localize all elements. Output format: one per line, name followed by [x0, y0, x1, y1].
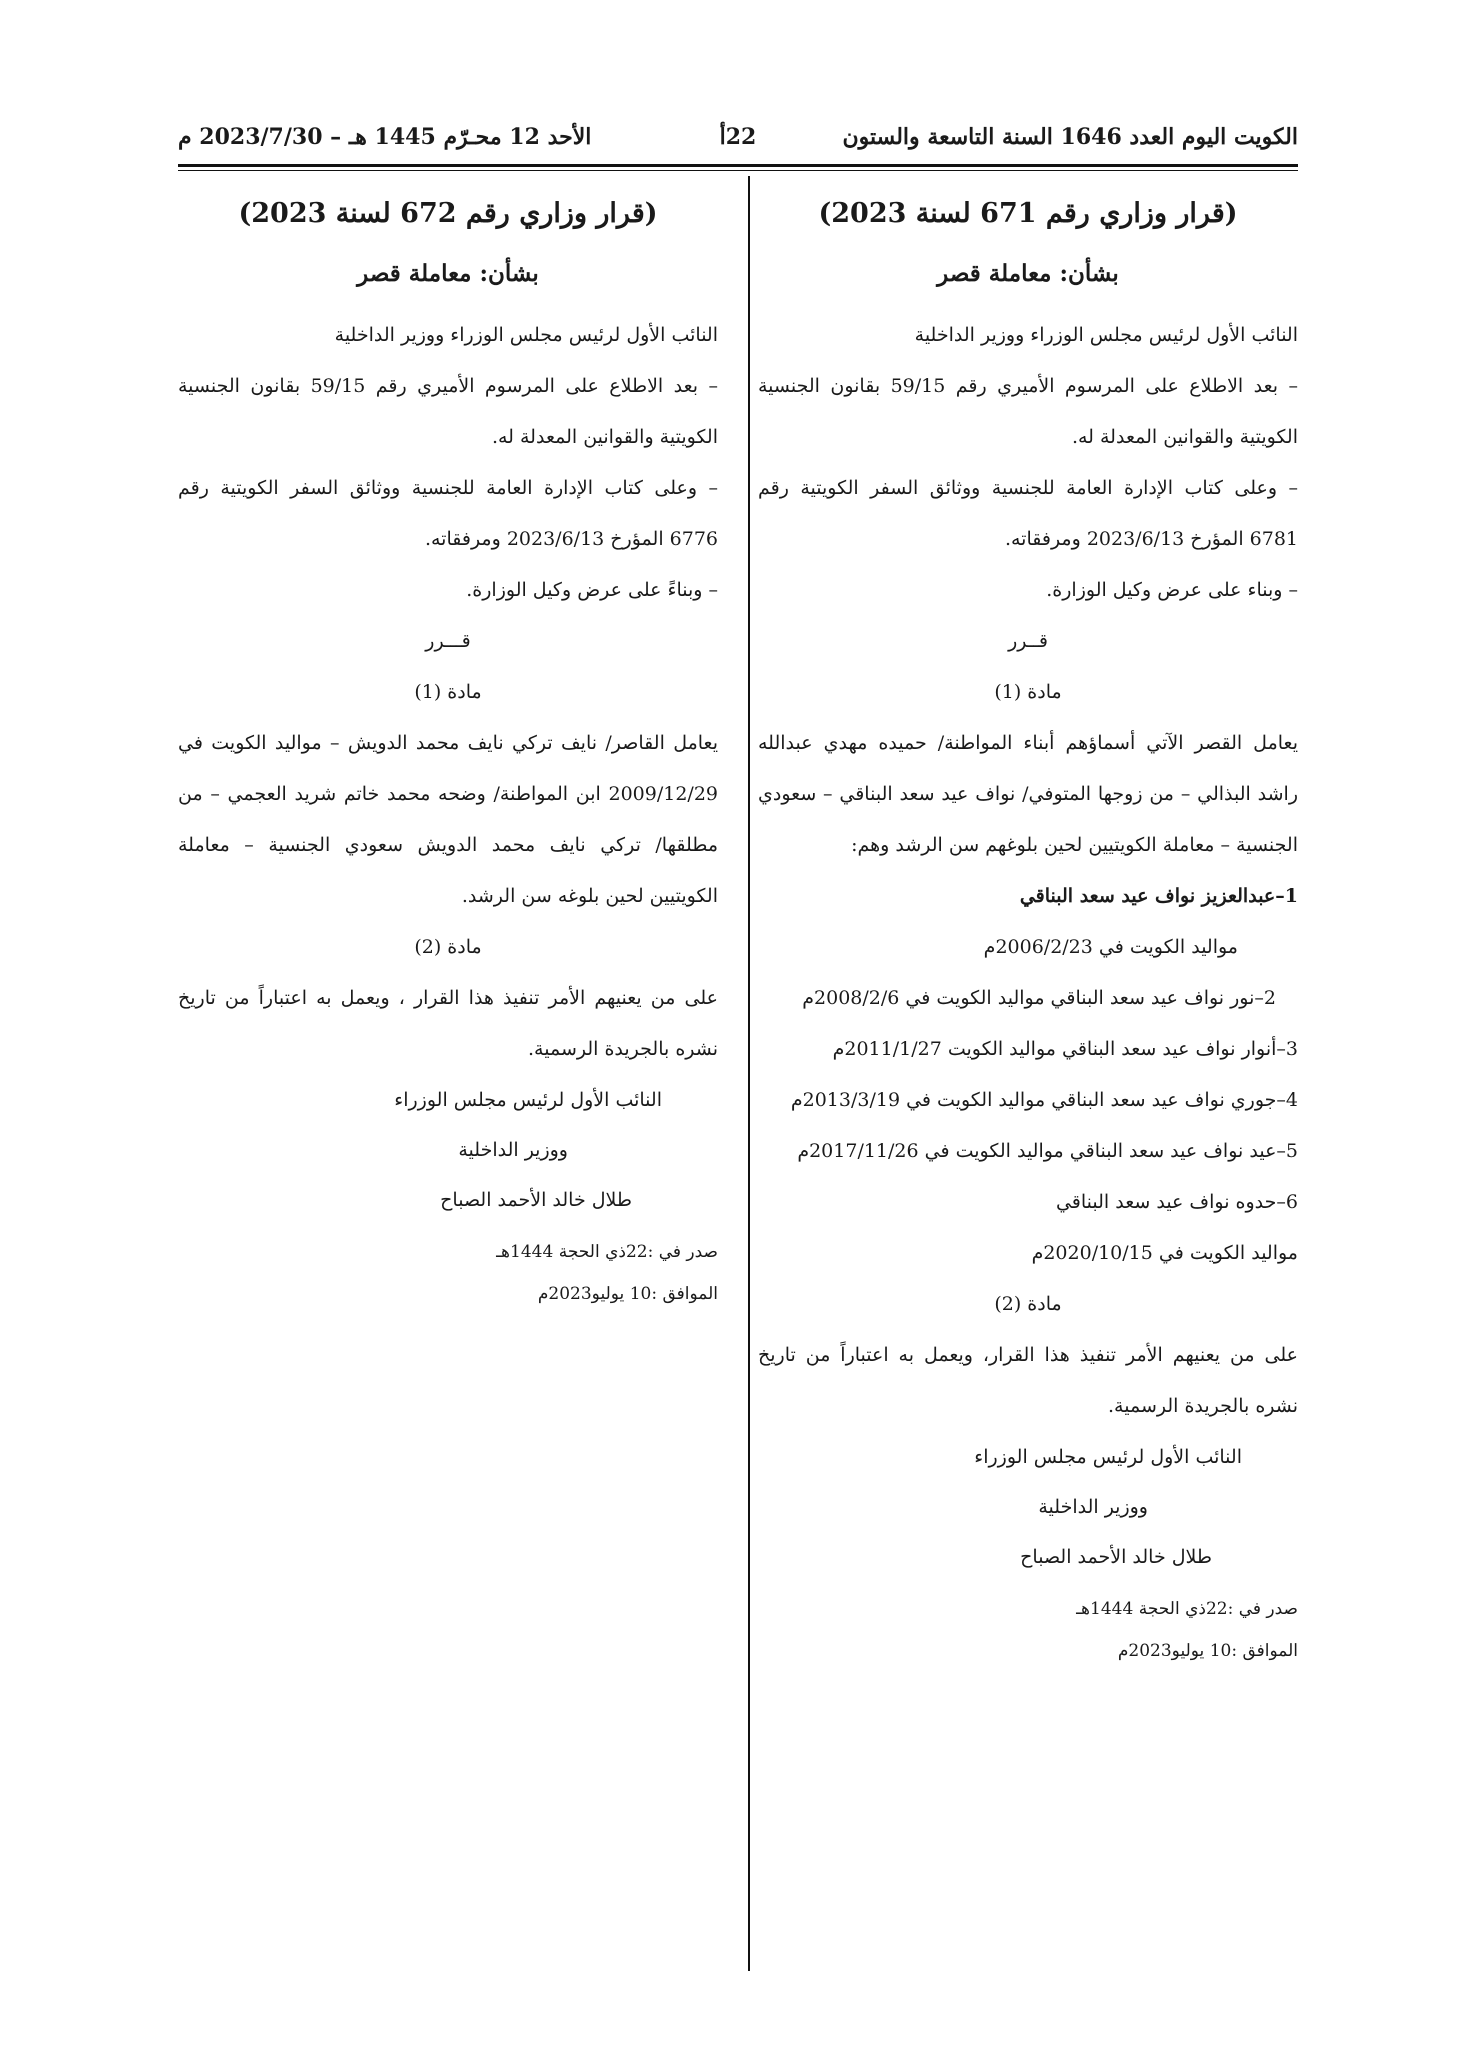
- article-2-heading: مادة (2): [414, 936, 482, 958]
- gazette-issue-info: الكويت اليوم العدد 1646 السنة التاسعة والستون: [842, 124, 1298, 150]
- child-entry: 5–عيد نواف عيد سعد البناقي مواليد الكويت في 2017/11/26م: [797, 1140, 1298, 1162]
- article-1-text: يعامل القصر الآتي أسماؤهم أبناء المواطنة/ حميده مهدي عبدالله راشد البذالي – من زوجها المتوفي/ نواف عيد سعد البناقي – سعودي الجنسية – معاملة الكويتيين لحين بلوغهم سن الرشد وهم:: [758, 732, 1298, 856]
- signatory-name: طلال خالد الأحمد الصباح: [440, 1189, 632, 1211]
- decree-title: (قرار وزاري رقم 672 لسنة 2023): [238, 198, 658, 229]
- article-1-text: يعامل القاصر/ نايف تركي نايف محمد الدويش – مواليد الكويت في 2009/12/29 ابن المواطنة/ وضحه محمد خاتم شريد العجمي – من مطلقها/ تركي نايف محمد الدويش سعودي الجنسية – معاملة الكويتيين لحين بلوغه سن الرشد.: [178, 732, 718, 907]
- header-rule-thick: [178, 164, 1298, 167]
- issued-date-hijri: صدر في :22ذي الحجة 1444هـ: [496, 1242, 718, 1262]
- decree-issuer: النائب الأول لرئيس مجلس الوزراء ووزير الداخلية: [914, 324, 1298, 346]
- child-entry: 6–حدوه نواف عيد سعد البناقي: [1055, 1191, 1298, 1213]
- issue-info: [178, 1231, 718, 1315]
- page-header: [178, 118, 1298, 158]
- preamble-clause-3: – وبناء على عرض وكيل الوزارة.: [1046, 579, 1298, 601]
- decided-heading: قـــرر: [425, 630, 471, 652]
- signatory-title: النائب الأول لرئيس مجلس الوزراء: [974, 1446, 1242, 1468]
- preamble-clause-1: – بعد الاطلاع على المرسوم الأميري رقم 59/15 بقانون الجنسية الكويتية والقوانين المعدلة له.: [758, 375, 1298, 448]
- header-rule-thin: [178, 170, 1298, 171]
- page-number: 22أ: [719, 124, 757, 150]
- decree-subject: بشأن: معاملة قصر: [357, 260, 539, 287]
- issued-date-hijri: صدر في :22ذي الحجة 1444هـ: [1076, 1599, 1298, 1619]
- child-entry: 1–عبدالعزيز نواف عيد سعد البناقي: [1019, 885, 1298, 907]
- decree-issuer: النائب الأول لرئيس مجلس الوزراء ووزير الداخلية: [334, 324, 718, 346]
- article-2-heading: مادة (2): [994, 1293, 1062, 1315]
- decree-671: [758, 176, 1298, 1672]
- issue-date: الأحد 12 محـرّم 1445 هـ – 2023/7/30 م: [178, 124, 592, 150]
- child-birth-line: مواليد الكويت في 2006/2/23م: [983, 936, 1238, 958]
- decree-672: [178, 176, 718, 1315]
- child-entry: 4–جوري نواف عيد سعد البناقي مواليد الكويت في 2013/3/19م: [790, 1089, 1298, 1111]
- issue-info: [758, 1588, 1298, 1672]
- article-1-heading: مادة (1): [994, 681, 1062, 703]
- signature-block: [178, 1075, 718, 1225]
- signatory-name: طلال خالد الأحمد الصباح: [1020, 1546, 1212, 1568]
- signature-block: [758, 1432, 1298, 1582]
- article-2-text: على من يعنيهم الأمر تنفيذ هذا القرار ، ويعمل به اعتباراً من تاريخ نشره بالجريدة الرسمية.: [178, 987, 718, 1060]
- preamble-clause-2: – وعلى كتاب الإدارة العامة للجنسية ووثائق السفر الكويتية رقم 6776 المؤرخ 2023/6/13 ومرفقاته.: [178, 477, 718, 550]
- preamble-clause-1: – بعد الاطلاع على المرسوم الأميري رقم 59/15 بقانون الجنسية الكويتية والقوانين المعدلة له.: [178, 375, 718, 448]
- signatory-ministry: ووزير الداخلية: [458, 1139, 568, 1161]
- child-entry: 2–نور نواف عيد سعد البناقي مواليد الكويت في 2008/2/6م: [802, 987, 1276, 1009]
- issued-date-gregorian: الموافق :10 يوليو2023م: [1117, 1641, 1298, 1661]
- signatory-ministry: ووزير الداخلية: [1038, 1496, 1148, 1518]
- child-birth-line: مواليد الكويت في 2020/10/15م: [1031, 1242, 1298, 1264]
- decree-subject: بشأن: معاملة قصر: [937, 260, 1119, 287]
- child-entry: 3–أنوار نواف عيد سعد البناقي مواليد الكويت 2011/1/27م: [832, 1038, 1298, 1060]
- decided-heading: قــرر: [1008, 630, 1048, 652]
- signatory-title: النائب الأول لرئيس مجلس الوزراء: [394, 1089, 662, 1111]
- article-2-text: على من يعنيهم الأمر تنفيذ هذا القرار، ويعمل به اعتباراً من تاريخ نشره بالجريدة الرسمية.: [758, 1344, 1298, 1417]
- article-1-heading: مادة (1): [414, 681, 482, 703]
- column-divider: [748, 176, 750, 1971]
- preamble-clause-3: – وبناءً على عرض وكيل الوزارة.: [466, 579, 718, 601]
- preamble-clause-2: – وعلى كتاب الإدارة العامة للجنسية ووثائق السفر الكويتية رقم 6781 المؤرخ 2023/6/13 ومرفقاته.: [758, 477, 1298, 550]
- decree-title: (قرار وزاري رقم 671 لسنة 2023): [818, 198, 1238, 229]
- issued-date-gregorian: الموافق :10 يوليو2023م: [537, 1284, 718, 1304]
